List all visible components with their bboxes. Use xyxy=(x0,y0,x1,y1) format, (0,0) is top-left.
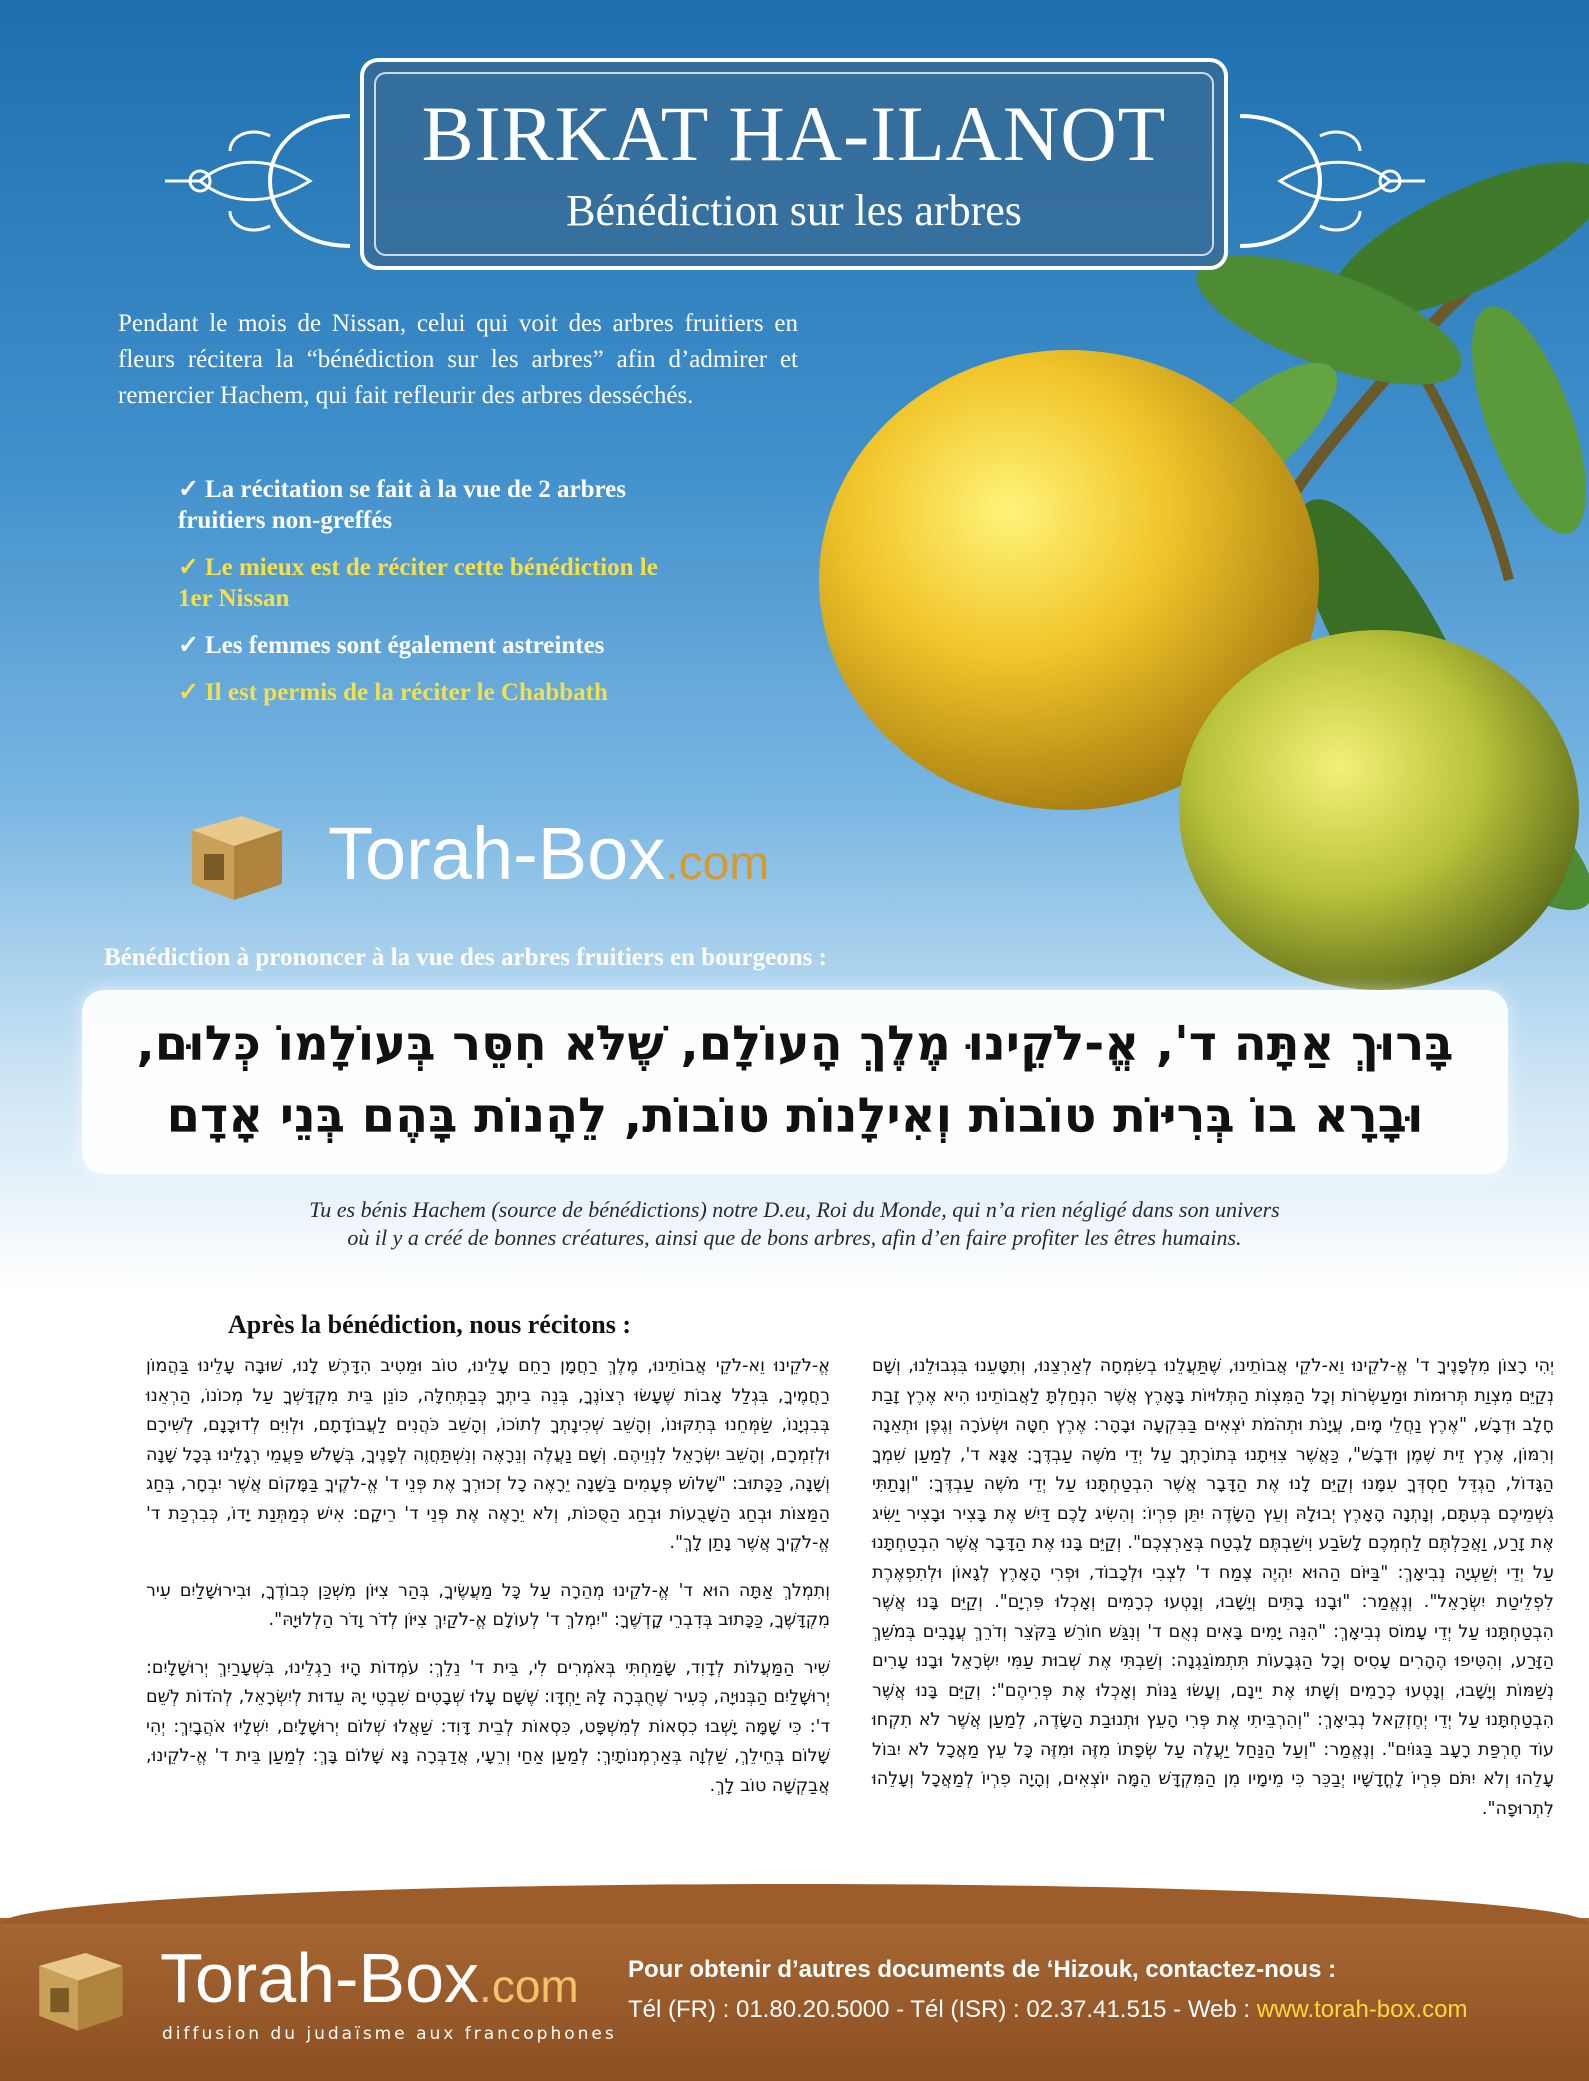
intro-paragraph: Pendant le mois de Nissan, celui qui voit des arbres fruitiers en fleurs récitera la “bénédiction sur les arbres” afin d’admirer et remercier Hachem, qui fait refleurir des arbres desséchés. xyxy=(118,310,798,409)
ornament-left xyxy=(160,96,360,266)
check-icon: ✓ xyxy=(178,476,199,503)
ornament-right xyxy=(1230,96,1430,266)
check-icon: ✓ xyxy=(178,632,199,659)
blessing-lead: Bénédiction à prononcer à la vue des arbres fruitiers en bourgeons : xyxy=(104,944,827,971)
website-link[interactable]: www.torah-box.com xyxy=(1256,1996,1468,2023)
check-icon: ✓ xyxy=(178,554,199,581)
box-logo-icon xyxy=(30,1944,130,2036)
contact-title: Pour obtenir d’autres documents de ‘Hizouk, contactez-nous : xyxy=(628,1956,1337,1983)
page-title: BIRKAT HA-ILANOT xyxy=(421,90,1167,177)
contact-phones: Tél (FR) : 01.80.20.5000 - Tél (ISR) : 02.37.41.515 - Web : xyxy=(628,1996,1257,2023)
prayer-paragraph: יְהִי רָצוֹן מִלְּפָנֶיךָ ד' אֱ-לֹקֵינוּ וֵא-לֹקֵי אֲבוֹתֵינוּ, שֶׁתַּעֲלֵנוּ בְשִׂמְחָה לְאַרְצֵנוּ, וְתִטָּעֵנוּ בִּגְבוּלֵנוּ, וְשָׁם נְקַיֵּם מִצְוַת תְּרוּמוֹת וּמַעַשְׂרוֹת וְכָל הַמִּצְוֹת הַתְּלוּיוֹת בָּאָרֶץ אֲשֶׁר הִנְחַלְתָּ לַאֲבוֹתֵינוּ הִיא אֶרֶץ זָבַת חָלָב וּדְבָשׁ, "אֶרֶץ נַחֲלֵי מָיִם, עֲיָנֹת וּתְהֹמֹת יֹצְאִים בַּבִּקְעָה וּבָהָר: אֶרֶץ חִטָּה וּשְׂעֹרָה וְגֶפֶן וּתְאֵנָה וְרִמּוֹן, אֶרֶץ זֵית שֶׁמֶן וּדְבָשׁ", כַּאֲשֶׁר צִוִּיתָנוּ בְּתוֹרָתְךָ עַל יְדֵי מֹשֶׁה עַבְדֶּךָ: אָנָּא ד', לְמַעַן שִׁמְךָ הַגָּדוֹל, הַגְדֵּל חַסְדְּךָ עִמָּנוּ וְקַיֵּם לָנוּ אֶת הַדָּבָר אֲשֶׁר הִבְטַחְתָּנוּ עַל יְדֵי מֹשֶׁה עַבְדֶּךָ: "וְנָתַתִּי גִשְׁמֵיכֶם בְּעִתָּם, וְנָתְנָה הָאָרֶץ יְבוּלָהּ וְעֵץ הַשָּׂדֶה יִתֵּן פִּרְיוֹ: וְהִשִּׂיג לָכֶם דַּיִשׁ אֶת בָּצִיר וּבָצִיר יַשִּׂיג אֶת זָרַע, וַאֲכַלְתֶּם לַחְמְכֶם לָשֹׂבַע וִישַׁבְתֶּם לָבֶטַח בְּאַרְצְכֶם". וְקַיֵּם בָּנוּ אֶת הַדָּבָר אֲשֶׁר הִבְטַחְתָּנוּ עַל יְדֵי יְשַׁעְיָה נְבִיאָךְ: "בַּיּוֹם הַהוּא יִהְיֶה צֶמַח ד' לִצְבִי וּלְכָבוֹד, וּפְרִי הָאָרֶץ לְגָאוֹן וּלְתִפְאֶרֶת לִפְלֵיטַת יִשְׂרָאֵל". וְנֶאֱמַר: "וּבָנוּ בָתִּים וְיָשָׁבוּ, וְנָטְעוּ כְרָמִים וְאָכְלוּ פִּרְיָם". וְקַיֵּם בָּנוּ אֲשֶׁר הִבְטַחְתָּנוּ עַל יְדֵי עָמוֹס נְבִיאָךְ: "הִנֵּה יָמִים בָּאִים נְאֻם ד' וְנִגַּשׁ חוֹרֵשׁ בַּקֹּצֵר וְדֹרֵךְ עֲנָבִים בְּמֹשֵׁךְ הַזָּרַע, וְהִטִּיפוּ הֶהָרִים עָסִיס וְכָל הַגְּבָעוֹת תִּתְמוֹגַגְנָה: וְשַׁבְתִּי אֶת שְׁבוּת עַמִּי יִשְׂרָאֵל וּבָנוּ עָרִים נְשַׁמּוֹת וְיָשָׁבוּ, וְנָטְעוּ כְרָמִים וְשָׁתוּ אֶת יֵינָם, וְעָשׂוּ גַנּוֹת וְאָכְלוּ אֶת פְּרִיהֶם": וְקַיֵּם בָּנוּ אֲשֶׁר הִבְטַחְתָּנוּ עַל יְדֵי יְחֶזְקֵאל נְבִיאָךְ: "וְהִרְבֵּיתִי אֶת פְּרִי הָעֵץ וּתְנוּבַת הַשָּׂדֶה, לְמַעַן אֲשֶׁר לֹא תִקְחוּ עוֹד חֶרְפַּת רָעָב בַּגּוֹיִם". וְנֶאֱמַר: "וְעַל הַנַּחַל יַעֲלֶה עַל שְׂפָתוֹ מִזֶּה וּמִזֶּה כָּל עֵץ מַאֲכָל לֹא יִבּוֹל עָלֵהוּ וְלֹא יִתֹּם פִּרְיוֹ לָחֳדָשָׁיו יְבַכֵּר כִּי מֵימָיו מִן הַמִּקְדָּשׁ הֵמָּה יוֹצְאִים, וְהָיָה פִרְיוֹ לְמַאֲכָל וְעָלֵהוּ לִתְרוּפָה". xyxy=(872,1356,1554,1819)
box-logo-icon xyxy=(182,808,290,904)
torah-box-logo xyxy=(182,808,882,908)
footer-logo-wordmark: Torah-Box xyxy=(160,1939,480,2017)
rule-item: ✓ Les femmes sont également astreintes xyxy=(178,632,605,659)
check-icon: ✓ xyxy=(178,679,199,706)
rule-item: ✓ Le mieux est de réciter cette bénédiction le 1er Nissan xyxy=(178,554,658,612)
rule-item: ✓ Il est permis de la réciter le Chabbath xyxy=(178,679,608,706)
footer-logo xyxy=(30,1938,650,2068)
after-blessing-heading: Après la bénédiction, nous récitons : xyxy=(228,1310,631,1339)
rule-item: ✓ La récitation se fait à la vue de 2 arbres fruitiers non-greffés xyxy=(178,476,626,534)
prayer-column-left xyxy=(146,1352,830,1819)
footer-logo-suffix: .com xyxy=(479,1960,579,2012)
footer-tagline: diffusion du judaïsme aux francophones xyxy=(162,2024,617,2044)
logo-wordmark: Torah-Box xyxy=(328,812,666,895)
rules-list xyxy=(178,474,698,724)
footer xyxy=(0,1918,1589,2081)
logo-suffix: .com xyxy=(665,837,770,890)
hebrew-blessing-line: בָּרוּךְ אַתָּה ד', אֱ-לֹקֵינוּ מֶלֶךְ הָעוֹלָם, שֶׁלֹּא חִסֵּר בְּעוֹלָמוֹ כְּלוּם, xyxy=(136,1016,1454,1072)
hebrew-blessing-line: וּבָרָא בוֹ בְּרִיּוֹת טוֹבוֹת וְאִילָנוֹת טוֹבוֹת, לֵהָנוֹת בָּהֶם בְּנֵי אָדָם xyxy=(166,1088,1424,1144)
page-subtitle: Bénédiction sur les arbres xyxy=(566,186,1022,235)
prayer-paragraph: אֱ-לֹקֵינוּ וֵא-לֹקֵי אֲבוֹתֵינוּ, מֶלֶךְ רַחֲמָן רַחֵם עָלֵינוּ, טוֹב וּמֵטִיב הִדָּרֶשׁ לָנוּ, שׁוּבָה עָלֵינוּ בַּהֲמוֹן רַחֲמֶיךָ, בִּגְלַל אָבוֹת שֶׁעָשׂוּ רְצוֹנֶךָ, בְּנֵה בֵיתְךָ כְּבַתְּחִלָּה, כּוֹנֵן בֵּית מִקְדָּשְׁךָ עַל מְכוֹנוֹ, הַרְאֵנוּ בְּבִנְיָנוֹ, שַׂמְּחֵנוּ בְּתִקּוּנוֹ, וְהָשֵׁב שְׁכִינָתְךָ לְתוֹכוֹ, וְהָשֵׁב כֹּהֲנִים לַעֲבוֹדָתָם, וּלְוִיִּם לְדוּכָנָם, לְשִׁירָם וּלְזִמְרָם, וְהָשֵׁב יִשְׂרָאֵל לִנְוֵיהֶם. וְשָׁם נַעֲלֶה וְנֵרָאֶה וְנִשְׁתַּחֲוֶה לְפָנֶיךָ, בְּשָׁלֹשׁ פַּעֲמֵי רְגָלֵינוּ בְּכָל שָׁנָה וְשָׁנָה, כַּכָּתוּב: "שָׁלוֹשׁ פְּעָמִים בַּשָּׁנָה יֵרָאֶה כָל זְכוּרְךָ אֶת פְּנֵי ד' אֱ-לֹקֶיךָ בַּמָּקוֹם אֲשֶׁר יִבְחָר, בְּחַג הַמַּצּוֹת וּבְחַג הַשָּׁבֻעוֹת וּבְחַג הַסֻּכּוֹת, וְלֹא יֵרָאֶה אֶת פְּנֵי ד' רֵיקָם: אִישׁ כְּמַתְּנַת יָדוֹ, כְּבִרְכַּת ד' אֱ-לֹקֶיךָ אֲשֶׁר נָתַן לָךְ". xyxy=(146,1356,830,1553)
blessing-translation: Tu es bénis Hachem (source de bénédictions) notre D.eu, Roi du Monde, qui n’a rien négligé dans son univers où il y a créé de bonnes créatures, ainsi que de bons arbres, afin d’en faire profiter les êtres humains. xyxy=(309,1197,1280,1250)
hebrew-blessing-box xyxy=(82,990,1508,1174)
prayer-paragraph: שִׁיר הַמַּעֲלוֹת לְדָוִד, שָׂמַחְתִּי בְּאֹמְרִים לִי, בֵּית ד' נֵלֵךְ: עֹמְדוֹת הָיוּ רַגְלֵינוּ, בִּשְׁעָרַיִךְ יְרוּשָׁלָיִם: יְרוּשָׁלַיִם הַבְּנוּיָה, כְּעִיר שֶׁחֻבְּרָה לָּהּ יַחְדָּו: שֶׁשָּׁם עָלוּ שְׁבָטִים שִׁבְטֵי יָהּ עֵדוּת לְיִשְׂרָאֵל, לְהֹדוֹת לְשֵׁם ד': כִּי שָׁמָּה יָשְׁבוּ כִסְאוֹת לְמִשְׁפָּט, כִּסְאוֹת לְבֵית דָּוִד: שַׁאֲלוּ שְׁלוֹם יְרוּשָׁלָיִם, יִשְׁלָיוּ אֹהֲבָיִךְ: יְהִי שָׁלוֹם בְּחֵילֵךְ, שַׁלְוָה בְּאַרְמְנוֹתָיִךְ: לְמַעַן אַחַי וְרֵעָי, אֲדַבְּרָה נָּא שָׁלוֹם בָּךְ: לְמַעַן בֵּית ד' אֱ-לֹקֵינוּ, אֲבַקְשָׁה טוֹב לָךְ. xyxy=(146,1657,830,1796)
contact-line xyxy=(628,1996,1468,2024)
prayer-paragraph: וְתִמְלֹךְ אַתָּה הוּא ד' אֱ-לֹקֵינוּ מְהֵרָה עַל כָּל מַעֲשֶׂיךָ, בְּהַר צִיּוֹן מִשְׁכַּן כְּבוֹדֶךָ, וּבִירוּשָׁלַיִם עִיר מִקְדָּשֶׁךָ, כַּכָּתוּב בְּדִבְרֵי קָדְשֶׁךָ: "יִמְלֹךְ ד' לְעוֹלָם אֱ-לֹקַיִךְ צִיּוֹן לְדֹר וָדֹר הַלְלוּיָהּ". xyxy=(146,1580,830,1630)
title-banner xyxy=(360,58,1228,270)
prayer-column-right xyxy=(872,1352,1554,1842)
